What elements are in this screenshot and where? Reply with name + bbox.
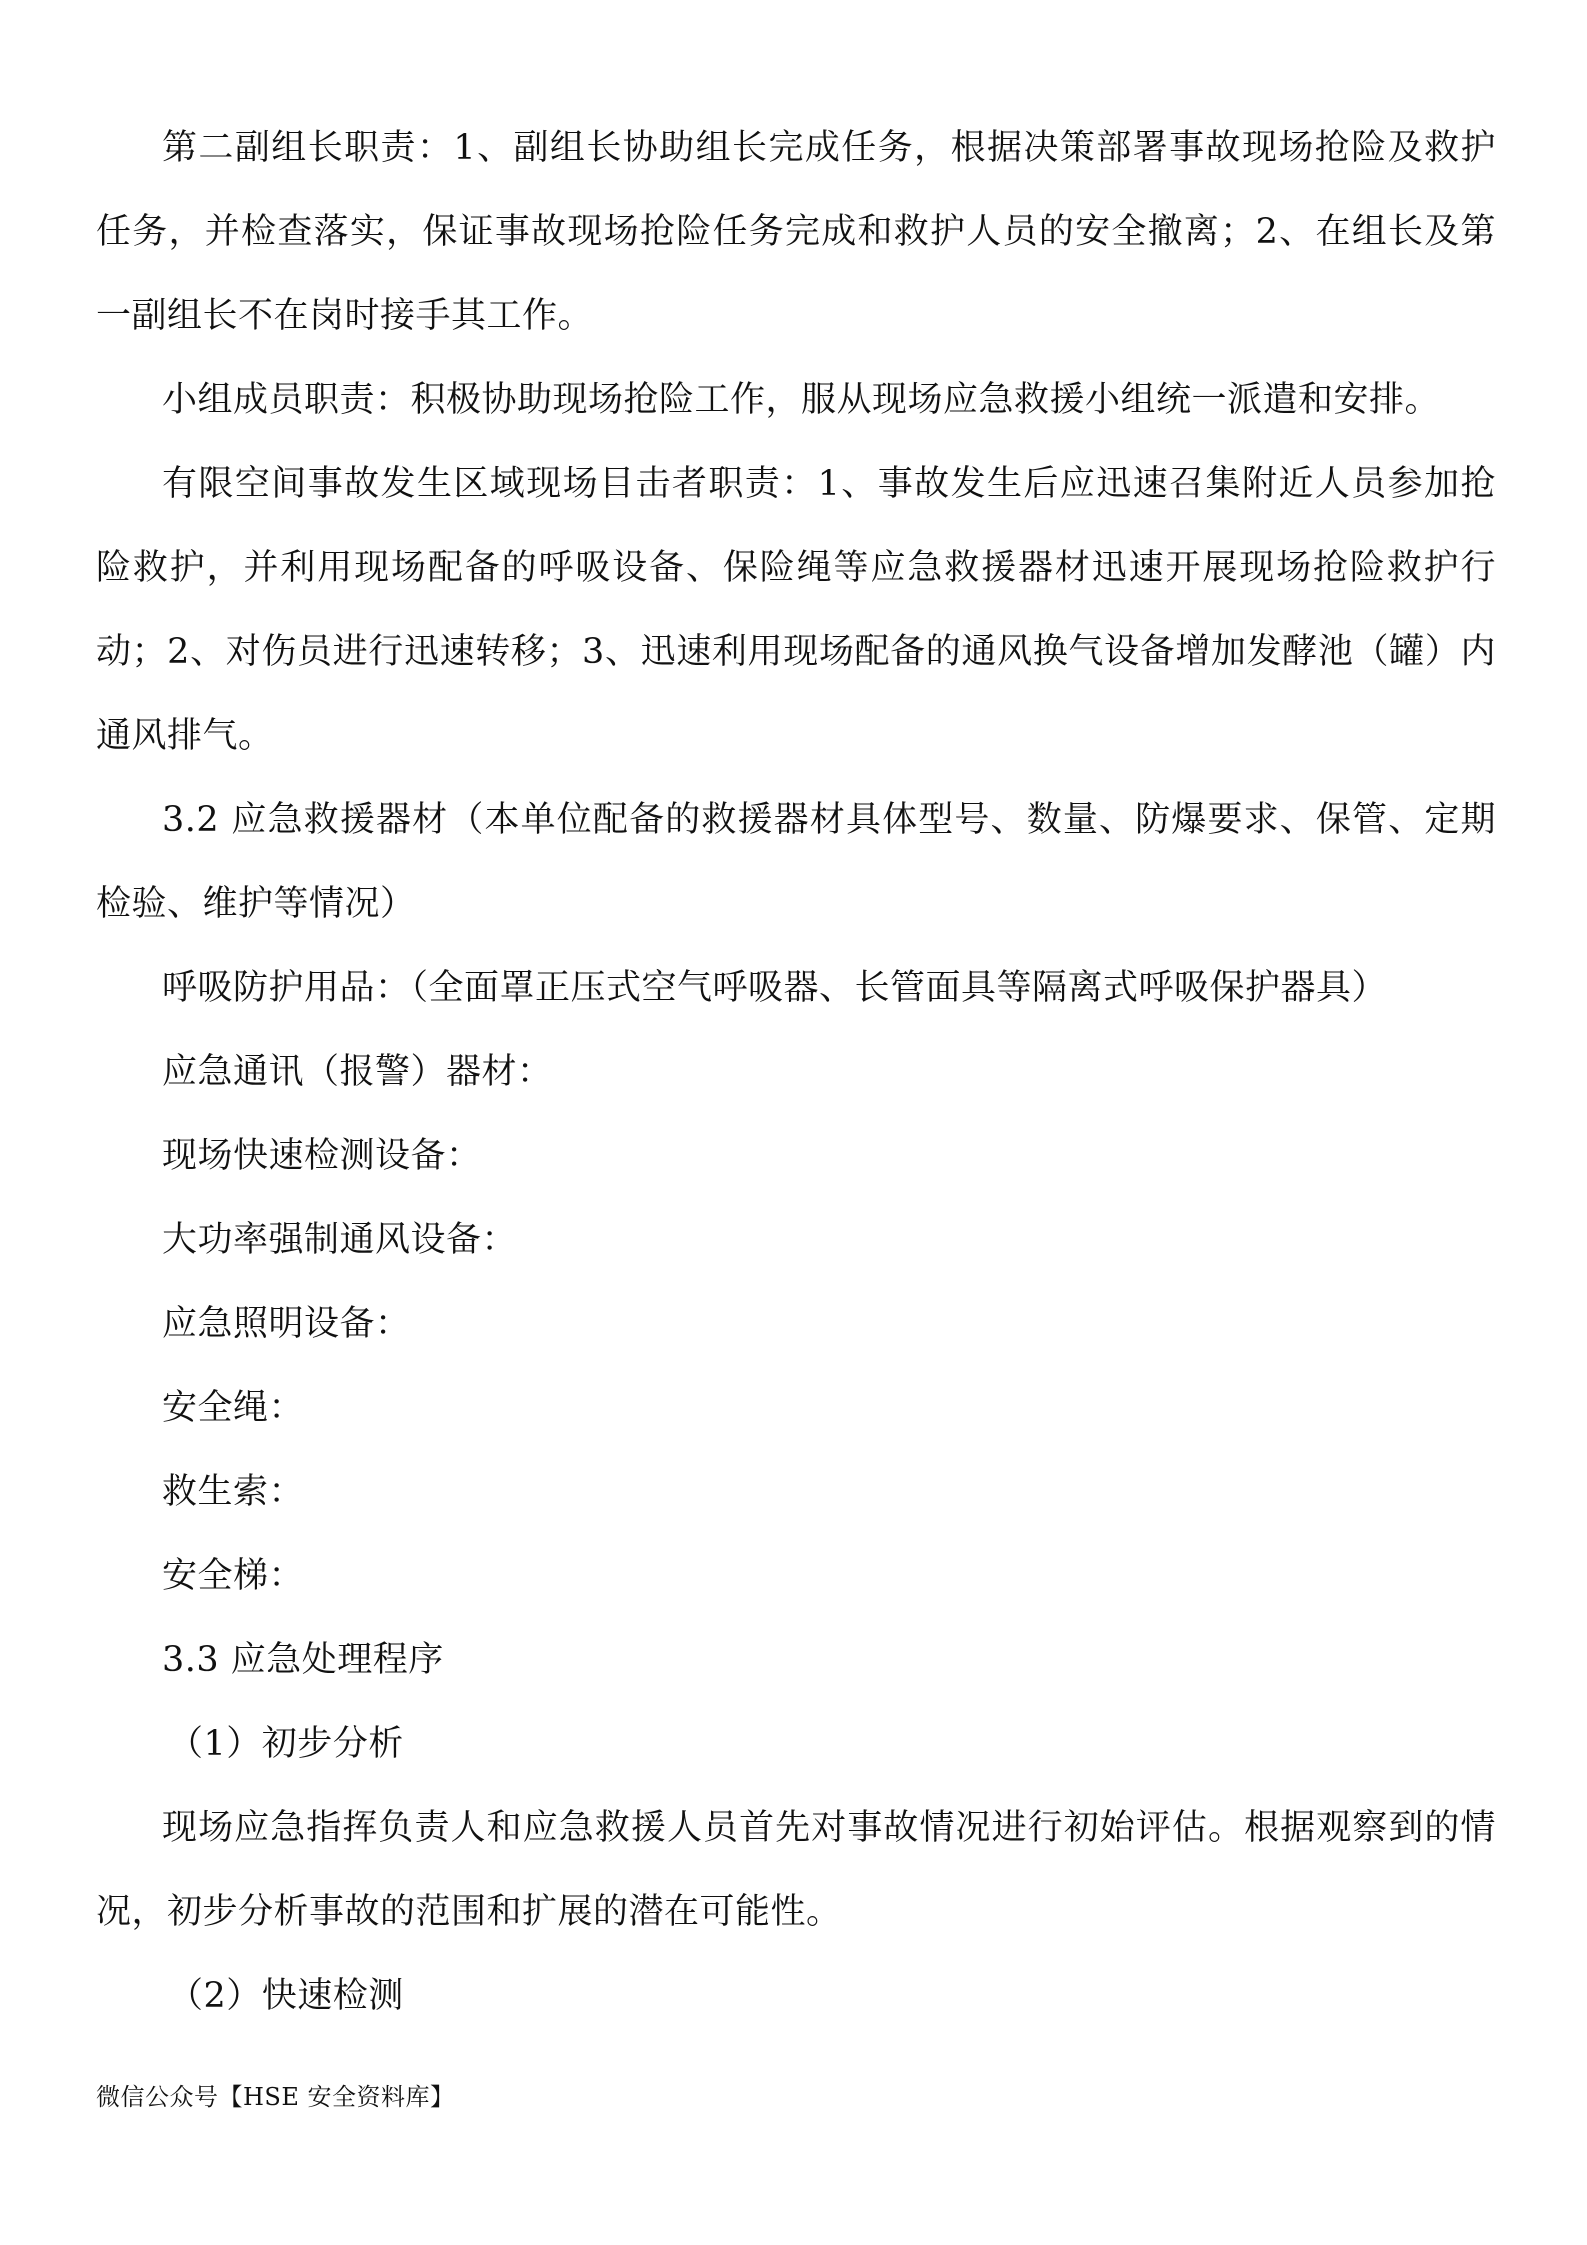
subheading-initial-analysis: （1）初步分析 bbox=[168, 1724, 404, 1764]
document-body bbox=[96, 106, 1496, 2038]
item-lighting-equipment: 应急照明设备： bbox=[162, 1304, 411, 1344]
item-ventilation-equipment: 大功率强制通风设备： bbox=[162, 1220, 518, 1260]
paragraph-witness-duties: 有限空间事故发生区域现场目击者职责：1、事故发生后应迅速召集附近人员参加抢险救护，并利用现场配备的呼吸设备、保险绳等应急救援器材迅速开展现场抢险救护行动；2、对伤员进行迅速转移；3、迅速利用现场配备的通风换气设备增加发酵池（罐）内通风排气。 bbox=[96, 464, 1496, 756]
item-safety-ladder: 安全梯： bbox=[162, 1556, 305, 1596]
section-3-3-heading: 3.3 应急处理程序 bbox=[162, 1640, 444, 1680]
paragraph-member-duties: 小组成员职责：积极协助现场抢险工作，服从现场应急救援小组统一派遣和安排。 bbox=[162, 380, 1441, 420]
subheading-rapid-detection: （2）快速检测 bbox=[168, 1976, 404, 2016]
footer-source: 微信公众号【HSE 安全资料库】 bbox=[96, 2083, 455, 2111]
section-3-2-heading: 3.2 应急救援器材（本单位配备的救援器材具体型号、数量、防爆要求、保管、定期检验、维护等情况） bbox=[96, 800, 1496, 924]
paragraph-initial-analysis: 现场应急指挥负责人和应急救援人员首先对事故情况进行初始评估。根据观察到的情况，初步分析事故的范围和扩展的潜在可能性。 bbox=[96, 1808, 1496, 1932]
item-detection-equipment: 现场快速检测设备： bbox=[162, 1136, 482, 1176]
item-respiratory-protection: 呼吸防护用品：（全面罩正压式空气呼吸器、长管面具等隔离式呼吸保护器具） bbox=[162, 968, 1388, 1008]
item-safety-rope: 安全绳： bbox=[162, 1388, 305, 1428]
item-emergency-communication: 应急通讯（报警）器材： bbox=[162, 1052, 553, 1092]
item-lifeline: 救生索： bbox=[162, 1472, 305, 1512]
paragraph-second-deputy-duties: 第二副组长职责：1、副组长协助组长完成任务，根据决策部署事故现场抢险及救护任务，并检查落实，保证事故现场抢险任务完成和救护人员的安全撤离；2、在组长及第一副组长不在岗时接手其工作。 bbox=[96, 128, 1496, 336]
